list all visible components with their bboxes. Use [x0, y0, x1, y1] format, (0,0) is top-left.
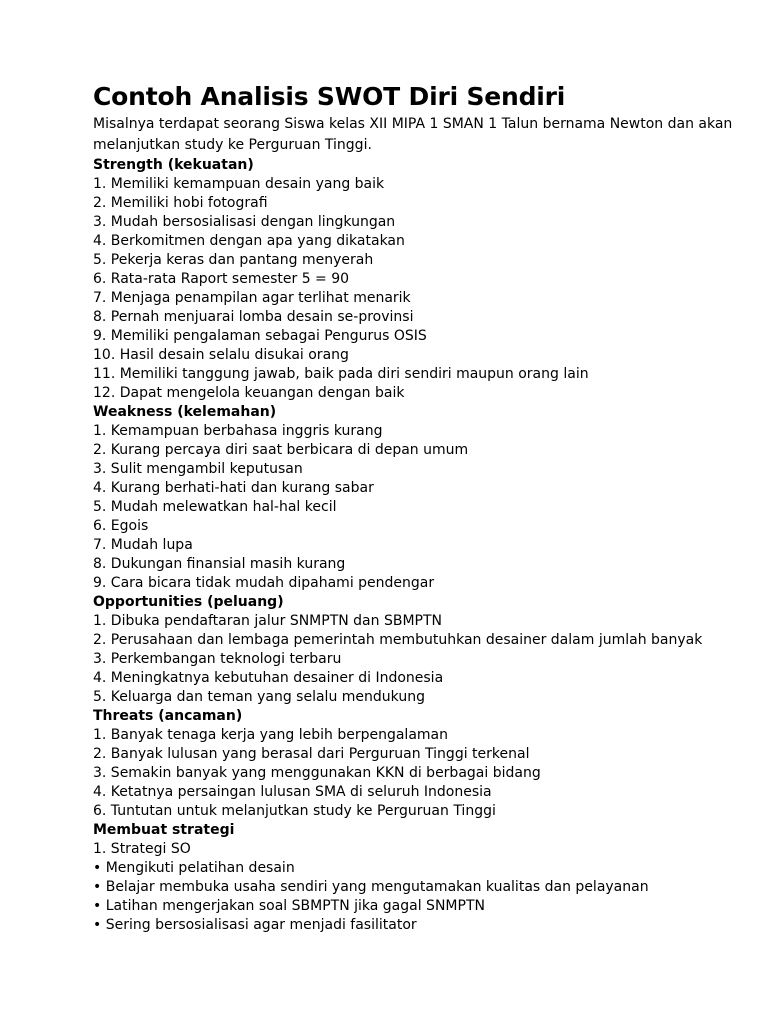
document-page: [93, 80, 733, 935]
list-item: 8. Pernah menjuarai lomba desain se-provinsi: [93, 309, 414, 325]
list-item: • Sering bersosialisasi agar menjadi fasilitator: [93, 917, 417, 933]
section-heading: Strength (kekuatan): [93, 157, 254, 173]
section-heading: Weakness (kelemahan): [93, 404, 277, 420]
list-item: 1. Banyak tenaga kerja yang lebih berpengalaman: [93, 727, 448, 743]
list-item: 2. Kurang percaya diri saat berbicara di depan umum: [93, 442, 469, 458]
list-item: 7. Menjaga penampilan agar terlihat menarik: [93, 290, 411, 306]
section-heading: Membuat strategi: [93, 822, 235, 838]
sections-container: [93, 156, 733, 935]
list-item: • Latihan mengerjakan soal SBMPTN jika gagal SNMPTN: [93, 898, 485, 914]
list-item: 6. Tuntutan untuk melanjutkan study ke Perguruan Tinggi: [93, 803, 496, 819]
list-item: 2. Perusahaan dan lembaga pemerintah membutuhkan desainer dalam jumlah banyak: [93, 632, 703, 648]
list-item: 11. Memiliki tanggung jawab, baik pada diri sendiri maupun orang lain: [93, 366, 589, 382]
list-item: 10. Hasil desain selalu disukai orang: [93, 347, 349, 363]
list-item: 6. Egois: [93, 518, 149, 534]
list-item: 9. Memiliki pengalaman sebagai Pengurus OSIS: [93, 328, 427, 344]
list-item: 5. Pekerja keras dan pantang menyerah: [93, 252, 374, 268]
list-item: 3. Sulit mengambil keputusan: [93, 461, 303, 477]
list-item: 6. Rata-rata Raport semester 5 = 90: [93, 271, 350, 287]
list-item: • Belajar membuka usaha sendiri yang mengutamakan kualitas dan pelayanan: [93, 879, 649, 895]
list-item: 3. Mudah bersosialisasi dengan lingkungan: [93, 214, 396, 230]
list-item: • Mengikuti pelatihan desain: [93, 860, 295, 876]
list-item: 5. Keluarga dan teman yang selalu mendukung: [93, 689, 425, 705]
list-item: 9. Cara bicara tidak mudah dipahami pendengar: [93, 575, 435, 591]
list-item: 1. Kemampuan berbahasa inggris kurang: [93, 423, 383, 439]
section-heading: Opportunities (peluang): [93, 594, 284, 610]
list-item: 2. Banyak lulusan yang berasal dari Perguruan Tinggi terkenal: [93, 746, 530, 762]
document-title: Contoh Analisis SWOT Diri Sendiri: [93, 82, 566, 111]
list-item: 5. Mudah melewatkan hal-hal kecil: [93, 499, 337, 515]
list-item: 3. Semakin banyak yang menggunakan KKN di berbagai bidang: [93, 765, 541, 781]
list-item: 4. Ketatnya persaingan lulusan SMA di seluruh Indonesia: [93, 784, 492, 800]
list-item: 4. Berkomitmen dengan apa yang dikatakan: [93, 233, 405, 249]
list-item: 12. Dapat mengelola keuangan dengan baik: [93, 385, 405, 401]
list-item: 2. Memiliki hobi fotografi: [93, 195, 268, 211]
list-item: 1. Dibuka pendaftaran jalur SNMPTN dan SBMPTN: [93, 613, 442, 629]
list-item: 8. Dukungan finansial masih kurang: [93, 556, 346, 572]
intro-paragraph: Misalnya terdapat seorang Siswa kelas XII MIPA 1 SMAN 1 Talun bernama Newton dan akan melanjutkan study ke Perguruan Tinggi.: [93, 116, 733, 153]
list-item: 3. Perkembangan teknologi terbaru: [93, 651, 342, 667]
list-item: 1. Strategi SO: [93, 841, 191, 857]
list-item: 4. Kurang berhati-hati dan kurang sabar: [93, 480, 374, 496]
list-item: 7. Mudah lupa: [93, 537, 193, 553]
section-heading: Threats (ancaman): [93, 708, 243, 724]
list-item: 1. Memiliki kemampuan desain yang baik: [93, 176, 385, 192]
list-item: 4. Meningkatnya kebutuhan desainer di Indonesia: [93, 670, 444, 686]
